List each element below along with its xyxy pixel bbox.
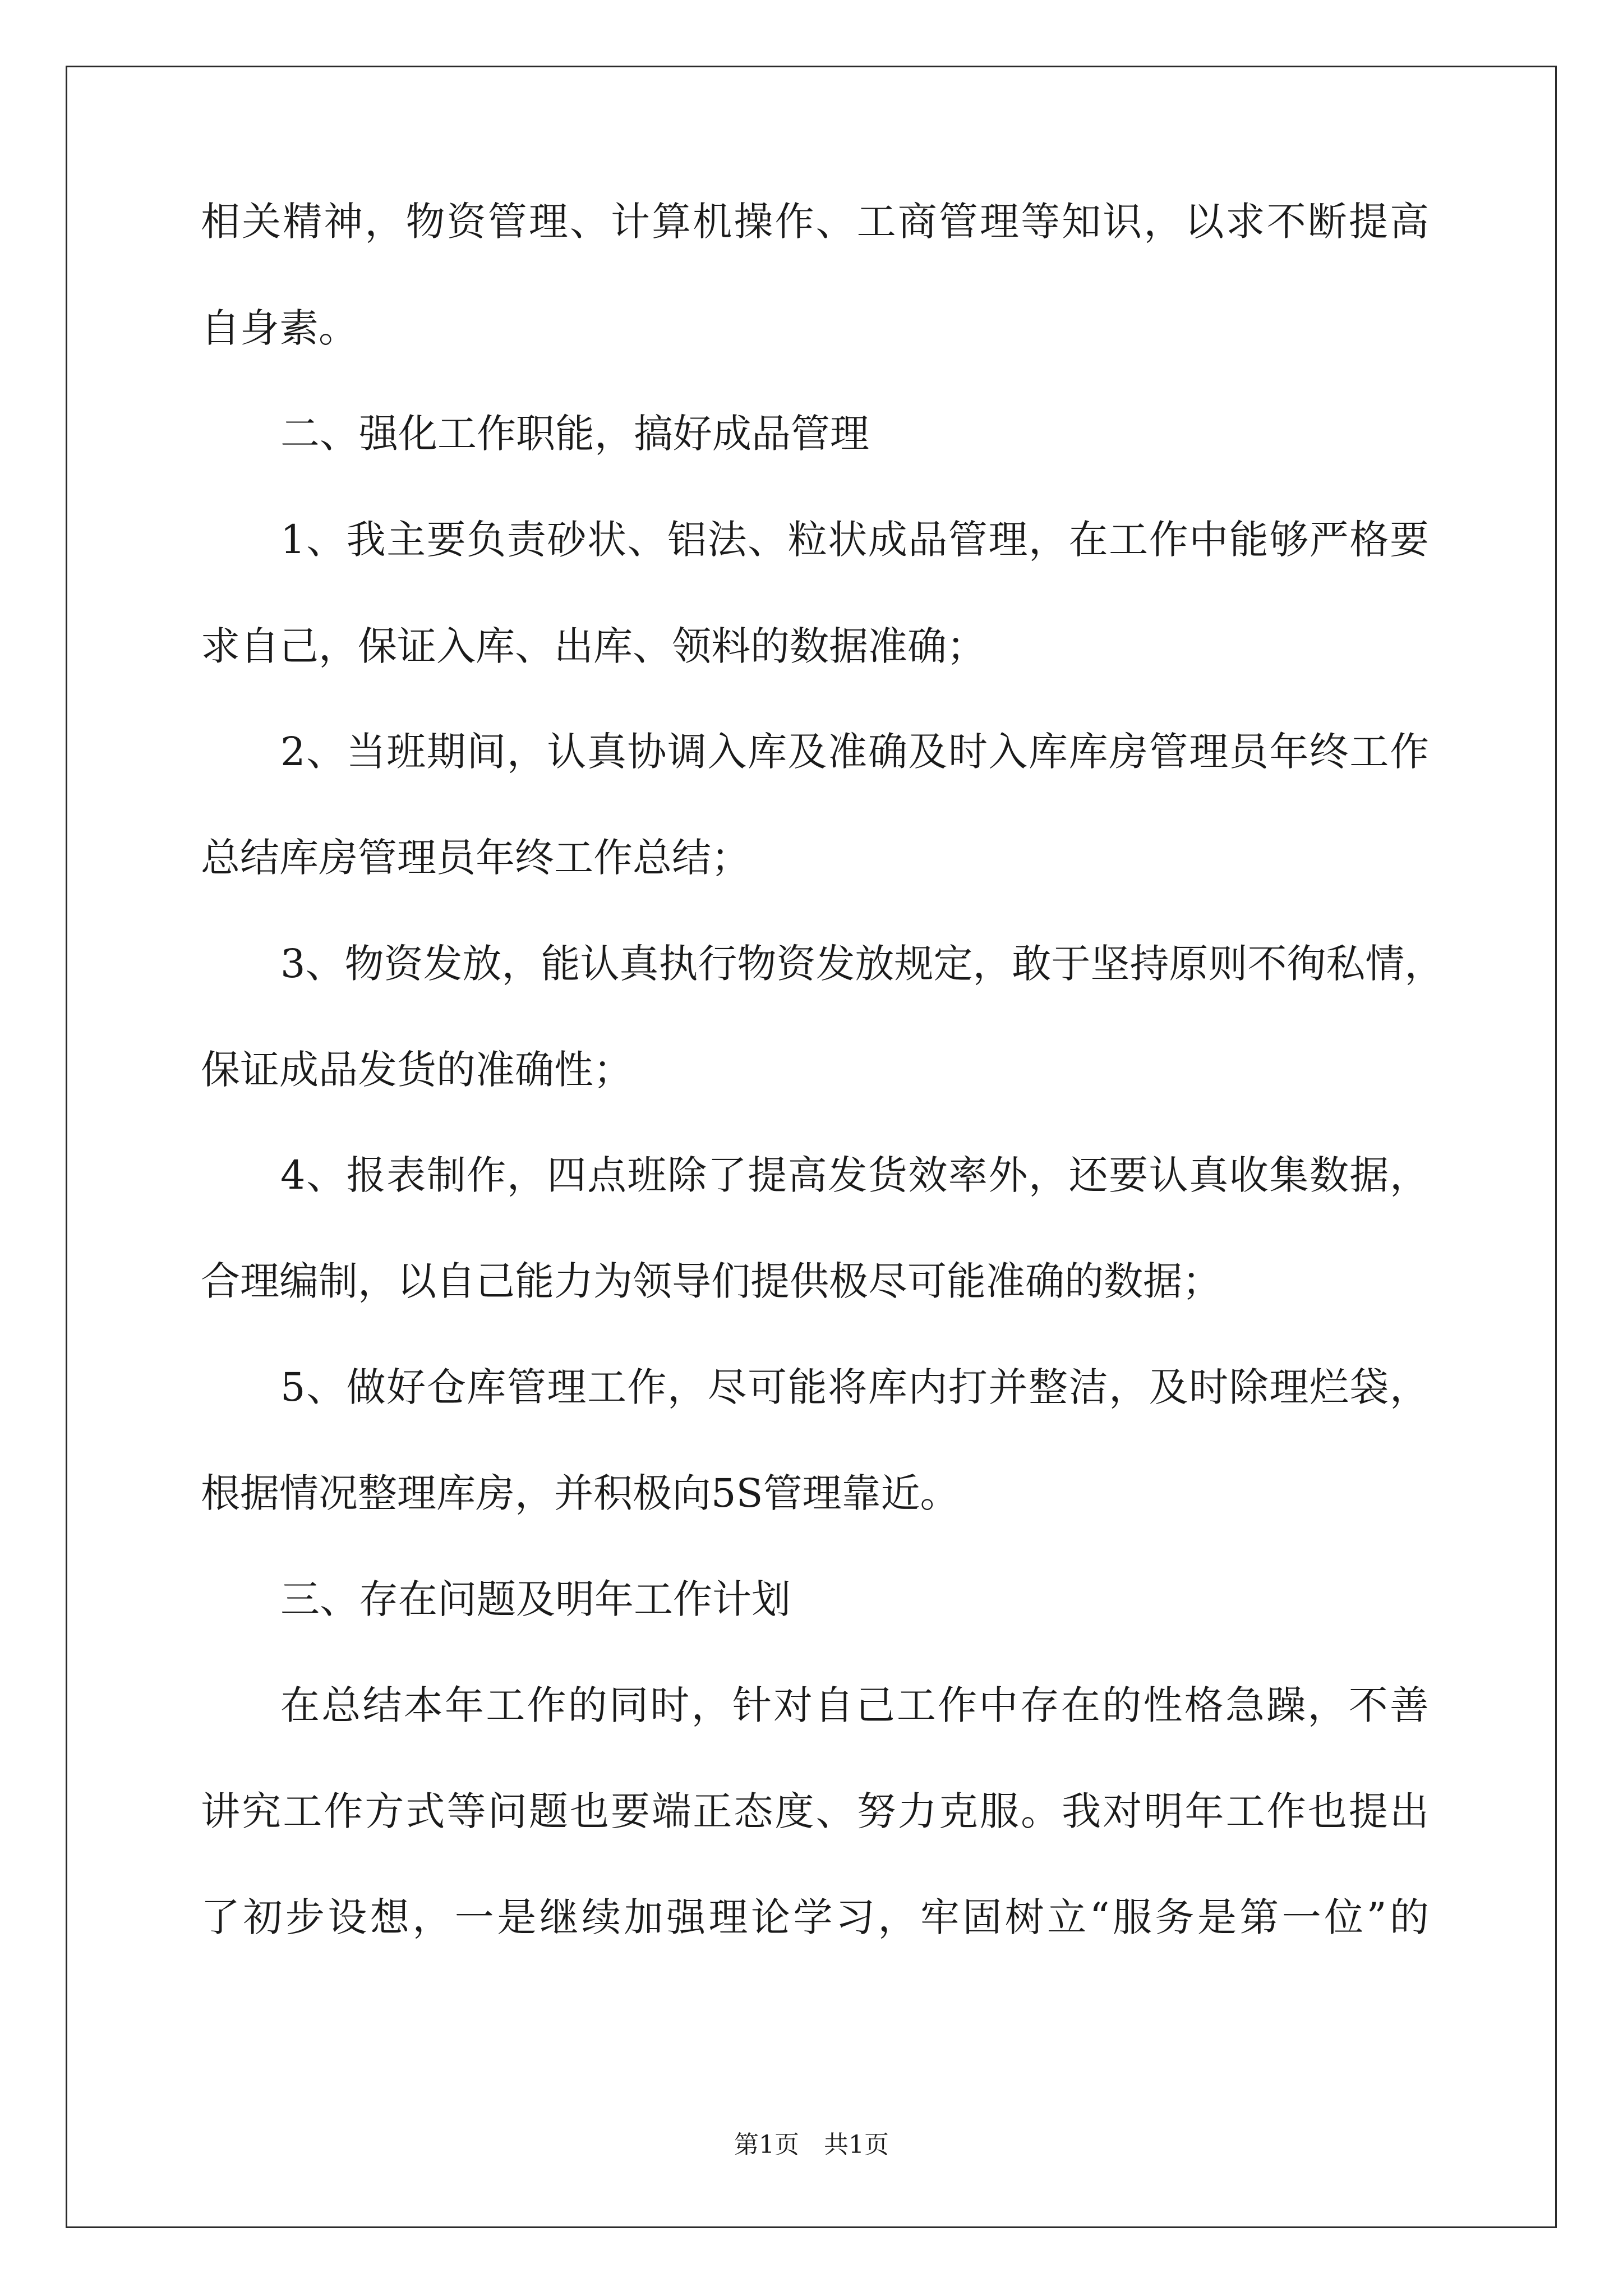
text-line-10: 4、报表制作，四点班除了提高发货效率外，还要认真收集数据，: [280, 1152, 1429, 1198]
text-line-13: 根据情况整理库房，并积极向5S管理靠近。: [201, 1470, 960, 1516]
text-line-15: 在总结本年工作的同时，针对自己工作中存在的性格急躁，不善: [280, 1682, 1429, 1728]
text-line-8: 3、物资发放，能认真执行物资发放规定，敢于坚持原则不徇私情，: [280, 941, 1444, 987]
text-line-1: 相关精神，物资管理、计算机操作、工商管理等知识，以求不断提高: [201, 199, 1429, 245]
section-heading-2: 二、强化工作职能，搞好成品管理: [280, 411, 869, 457]
text-line-17: 了初步设想，一是继续加强理论学习，牢固树立“服务是第一位”的: [201, 1894, 1429, 1940]
page-footer: 第1页 共1页: [734, 2131, 889, 2159]
text-line-16: 讲究工作方式等问题也要端正态度、努力克服。我对明年工作也提出: [201, 1788, 1429, 1834]
section-heading-3: 三、存在问题及明年工作计划: [280, 1576, 791, 1622]
text-line-4: 1、我主要负责砂状、铝法、粒状成品管理，在工作中能够严格要: [280, 517, 1429, 563]
text-line-7: 总结库房管理员年终工作总结；: [201, 835, 750, 881]
text-line-6: 2、当班期间，认真协调入库及准确及时入库库房管理员年终工作: [280, 729, 1429, 775]
text-line-2: 自身素。: [201, 305, 358, 351]
text-line-5: 求自己，保证入库、出库、领料的数据准确；: [201, 623, 986, 669]
text-line-11: 合理编制，以自己能力为领导们提供极尽可能准确的数据；: [201, 1258, 1221, 1304]
text-line-9: 保证成品发货的准确性；: [201, 1047, 633, 1093]
text-line-12: 5、做好仓库管理工作，尽可能将库内打并整洁，及时除理烂袋，: [280, 1364, 1429, 1410]
